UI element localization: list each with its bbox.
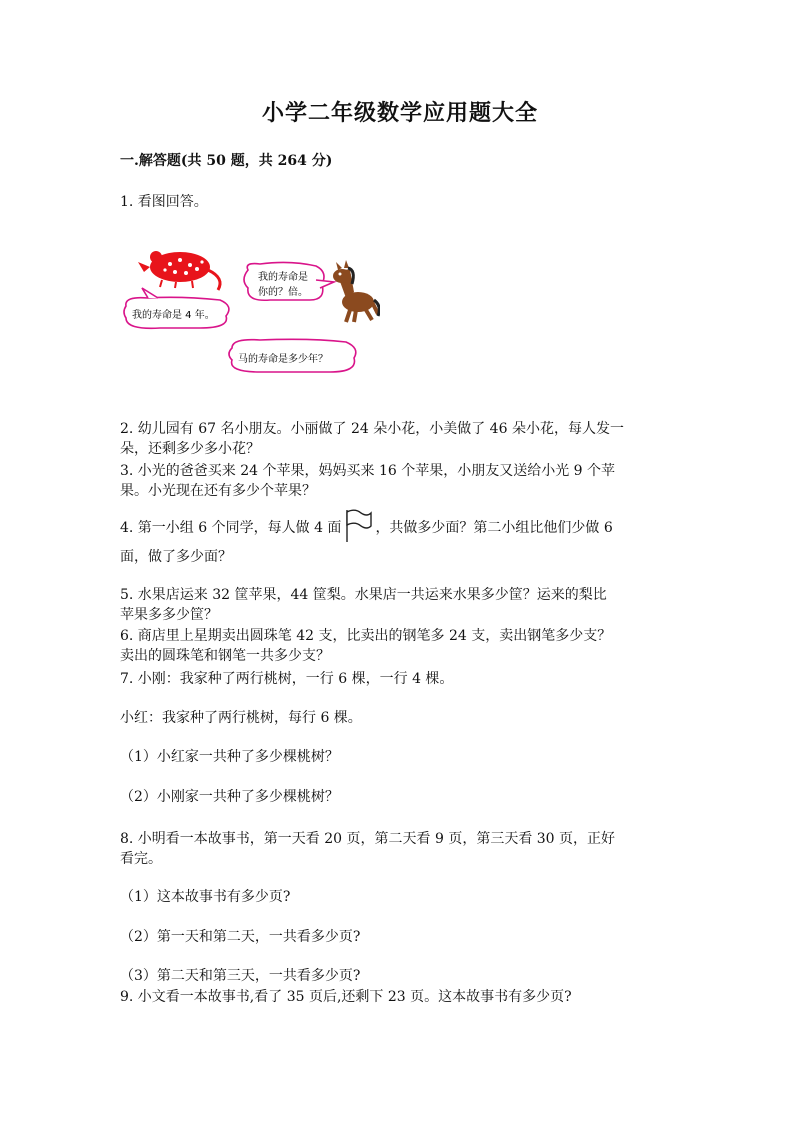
question-8-sub-1: （1）这本故事书有多少页? <box>120 889 291 905</box>
horse-bubble-text-1: 我的寿命是 <box>258 272 308 283</box>
question-4-text-a: 4. 第一小组 6 个同学，每人做 4 面 <box>120 520 342 536</box>
horse-speech-bubble <box>244 262 334 300</box>
question-9-line-1: 9. 小文看一本故事书,看了 35 页后,还剩下 23 页。这本故事书有多少页? <box>120 989 572 1005</box>
page-title: 小学二年级数学应用题大全 <box>261 100 538 126</box>
question-6-line-1: 6. 商店里上星期卖出圆珠笔 42 支，比卖出的钢笔多 24 支，卖出钢笔多少支？ <box>120 628 612 644</box>
question-5-line-2: 苹果多多少筐？ <box>120 607 218 623</box>
question-3-line-1: 3. 小光的爸爸买来 24 个苹果，妈妈买来 16 个苹果，小朋友又送给小光 9 个苹 <box>120 463 616 479</box>
question-2-line-2: 朵，还剩多少多小花？ <box>120 441 260 457</box>
question-bubble-text: 马的寿命是多少年？ <box>238 354 328 365</box>
question-2-line-1: 2. 幼儿园有 67 名小朋友。小丽做了 24 朵小花，小美做了 46 朵小花，每人发一 <box>120 421 624 437</box>
question-8-sub-3: （3）第二天和第三天，一共看多少页? <box>120 968 361 984</box>
question-3-line-2: 果。小光现在还有多少个苹果？ <box>120 483 316 499</box>
mouse-bubble-text: 我的寿命是 4 年。 <box>132 310 215 321</box>
horse-picture <box>333 260 379 322</box>
question-4-line-2: 面，做了多少面？ <box>120 549 232 565</box>
question-7-sub-2: （2）小刚家一共种了多少棵桃树？ <box>120 789 339 805</box>
question-5-line-1: 5. 水果店运来 32 筐苹果，44 筐梨。水果店一共运来水果多少筐？运来的梨比 <box>120 587 607 603</box>
question-7-line-2: 小红：我家种了两行桃树，每行 6 棵。 <box>120 710 362 726</box>
question-6-line-2: 卖出的圆珠笔和钢笔一共多少支？ <box>120 648 330 664</box>
question-8-line-1: 8. 小明看一本故事书，第一天看 20 页，第二天看 9 页，第三天看 30 页，正好 <box>120 831 616 847</box>
question-4-line-1 <box>120 508 613 544</box>
question-8-sub-2: （2）第一天和第二天，一共看多少页? <box>120 929 361 945</box>
mouse-speech-bubble <box>124 288 229 328</box>
question-speech-bubble <box>229 339 356 372</box>
question-4-text-b: ，共做多少面？第二小组比他们少做 6 <box>375 520 613 536</box>
question-7-sub-1: （1）小红家一共种了多少棵桃树？ <box>120 749 339 765</box>
section-heading: 一.解答题(共 50 题，共 264 分) <box>120 153 333 169</box>
horse-bubble-text-2: 你的？倍。 <box>258 287 308 298</box>
flag-icon <box>343 508 373 544</box>
question-7-line-1: 7. 小刚：我家种了两行桃树，一行 6 棵，一行 4 棵。 <box>120 671 454 687</box>
question-8-line-2: 看完。 <box>120 851 162 867</box>
question-1: 1. 看图回答。 <box>120 194 208 210</box>
question-1-figure <box>120 240 380 380</box>
mouse-picture <box>138 251 220 290</box>
